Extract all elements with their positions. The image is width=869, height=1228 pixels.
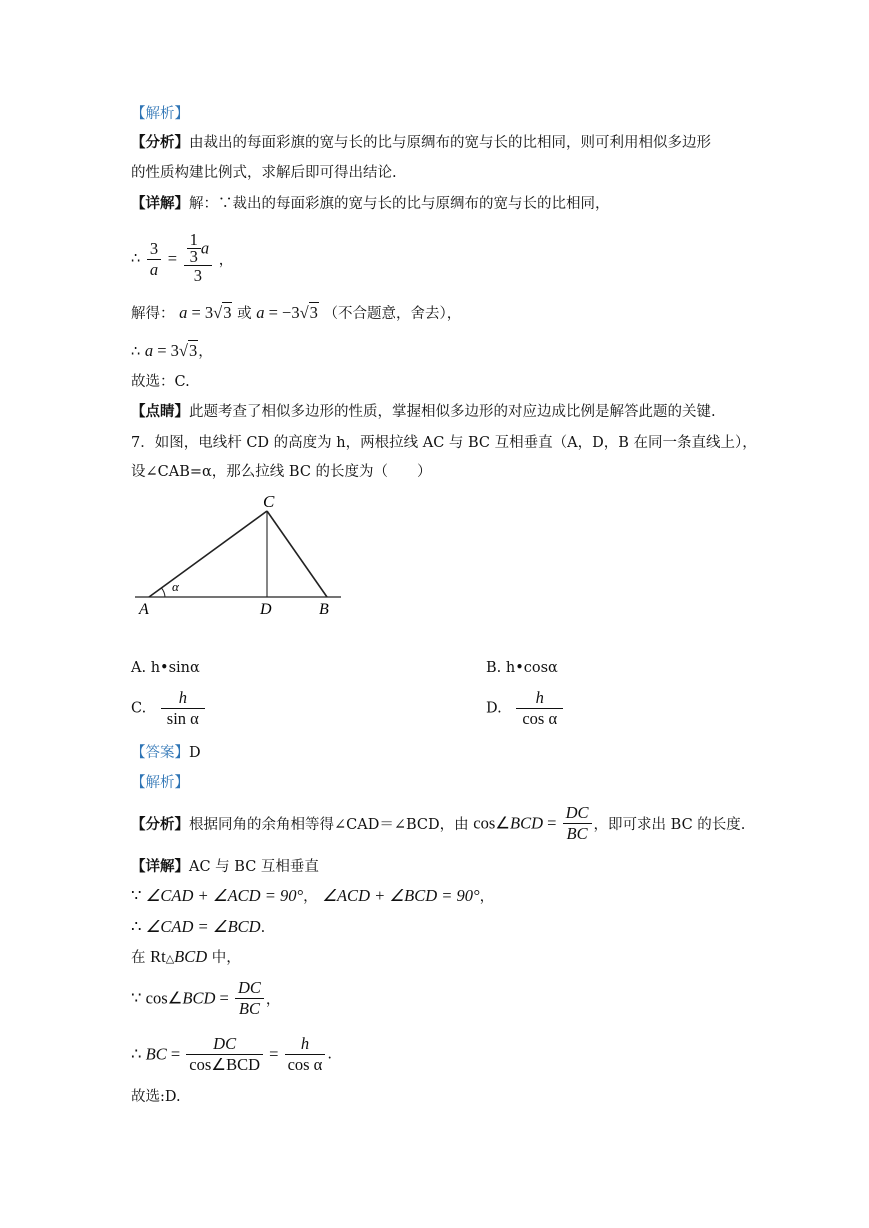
xiangjie-line (131, 194, 610, 214)
equals-sign: = (265, 1044, 283, 1064)
xiangjie-tag: 【详解】 (131, 195, 189, 212)
fraction-one-third (187, 232, 201, 265)
segment-cb (267, 511, 327, 597)
q7-stem-line-2: 设∠CAB=α，那么拉线 BC 的长度为（ ） (131, 464, 432, 480)
fenxi-tag: 【分析】 (131, 134, 189, 151)
frac-numerator: 3 (147, 239, 161, 260)
q7-figure (130, 488, 345, 618)
equation-cad-bcd: ∠CAD = ∠BCD (145, 917, 261, 936)
option-c (131, 688, 207, 729)
zai-word: 在 (131, 950, 151, 966)
daan-value: D (189, 745, 201, 761)
fenxi-line-1 (131, 133, 711, 153)
variable-a: a (144, 341, 154, 360)
frac-numerator: 1 (187, 232, 201, 249)
equation-cad-acd: ∠CAD + ∠ACD = 90° (145, 886, 304, 905)
fraction-dc-over-bc (235, 978, 264, 1019)
fenxi2-line (131, 803, 745, 844)
option-d (486, 688, 565, 729)
comma: ， (198, 344, 213, 360)
equals-three: = 3 (153, 341, 179, 360)
solution-line (131, 303, 461, 324)
frac-denominator: cos α (287, 1055, 323, 1074)
sqrt-sign: √ (213, 303, 223, 322)
therefore-line (131, 917, 265, 938)
option-d-label: D. (486, 700, 502, 717)
rt-label: Rt (150, 947, 166, 966)
bc-result-line (131, 1034, 332, 1075)
equals-sign: = (543, 813, 561, 833)
fraction-3-over-a (147, 239, 161, 280)
frac-compound-numerator (184, 232, 213, 266)
label-d: D (260, 601, 272, 618)
answer-line (131, 743, 201, 763)
therefore-symbol: ∴ (131, 917, 146, 936)
frac-numerator: DC (563, 803, 592, 824)
comma: ， (303, 889, 323, 905)
radicand: 3 (309, 303, 318, 322)
variable-a: a (200, 238, 210, 258)
angle-alpha-arc (162, 588, 166, 597)
therefore-symbol: ∴ (131, 344, 141, 360)
xiangjie-text: AC 与 BC 互相垂直 (189, 859, 319, 875)
therefore-symbol: ∴ (131, 251, 141, 267)
equals-sign: = (166, 1044, 185, 1064)
jiexi-heading-2: 【解析】 (131, 775, 189, 791)
comma: ， (218, 252, 234, 269)
daan-tag: 【答案】 (131, 745, 189, 761)
xiangjie-tag: 【详解】 (131, 858, 189, 875)
angle-bcd: BCD (510, 813, 544, 833)
frac-denominator: sin α (166, 709, 199, 728)
equals-sign: = (215, 988, 233, 1008)
fraction-h-over-cos-alpha (285, 1034, 326, 1075)
fenxi-tag: 【分析】 (131, 816, 189, 833)
frac-numerator: DC (235, 978, 264, 999)
frac-numerator: h (161, 688, 205, 709)
cos-angle: cos∠ (473, 813, 511, 833)
frac-denominator: BC (566, 824, 588, 843)
jiede-label: 解得： (131, 306, 175, 322)
period: . (260, 920, 266, 936)
jiexi-heading-1: 【解析】 (131, 106, 189, 122)
dianjing-tag: 【点睛】 (131, 403, 189, 420)
xiangjie2-line (131, 857, 319, 877)
sqrt-sign: √ (178, 341, 188, 360)
fraction-dc-over-bc (563, 803, 592, 844)
dianjing-text: 此题考查了相似多边形的性质，掌握相似多边形的对应边成比例是解答此题的关键. (189, 404, 716, 420)
fraction-third-a-over-3 (184, 232, 213, 286)
radicand: 3 (188, 341, 198, 360)
zhong-word: 中， (207, 950, 241, 966)
guxuan-line-2: 故选:D. (131, 1089, 181, 1105)
frac-numerator: DC (186, 1034, 263, 1055)
segment-ac (149, 511, 267, 597)
angle-bcd: BCD (182, 988, 216, 1008)
xiangjie-text: 解：∵裁出的每面彩旗的宽与长的比与原绸布的宽与长的比相同， (189, 196, 610, 212)
radicand: 3 (223, 303, 232, 322)
because-line (131, 886, 494, 907)
cos-bcd-line (131, 978, 280, 1019)
guxuan-line-1: 故选：C. (131, 374, 190, 390)
frac-numerator: h (285, 1034, 326, 1055)
variable-bc: BC (145, 1044, 167, 1064)
comma: ， (265, 992, 281, 1008)
because-symbol: ∵ (131, 886, 146, 905)
option-c-fraction (161, 688, 205, 729)
fraction-dc-over-cos-bcd (186, 1034, 263, 1075)
fenxi-line-2: 的性质构建比例式，求解后即可得出结论. (131, 165, 397, 181)
variable-a: a (256, 303, 265, 322)
equation-acd-bcd: ∠ACD + ∠BCD = 90° (322, 886, 480, 905)
option-b: B. h•cosα (486, 660, 558, 676)
fenxi-text-b: ，即可求出 BC 的长度. (593, 817, 746, 833)
proportion-equation (131, 232, 233, 286)
period: . (327, 1046, 332, 1063)
variable-a: a (179, 303, 188, 322)
option-c-label: C. (131, 700, 147, 717)
fenxi-text-a: 由裁出的每面彩旗的宽与长的比与原绸布的宽与长的比相同，则可利用相似多边形 (189, 135, 711, 151)
frac-denominator: BC (238, 999, 260, 1018)
option-d-fraction (516, 688, 563, 729)
or-word: 或 (237, 306, 257, 322)
label-b: B (319, 601, 329, 618)
because-symbol: ∵ (131, 988, 146, 1008)
triangle-bcd: BCD (174, 947, 208, 966)
frac-denominator: 3 (193, 266, 202, 285)
therefore-symbol: ∴ (131, 1044, 146, 1064)
triangle-symbol: △ (165, 952, 175, 965)
reject-note: （不合题意，舍去）， (323, 306, 462, 322)
frac-denominator: a (149, 259, 159, 279)
frac-denominator: cos∠BCD (189, 1055, 260, 1074)
conclusion-line (131, 341, 213, 362)
rt-triangle-line (131, 947, 241, 969)
fenxi-text-a: 根据同角的余角相等得∠CAD＝∠BCD，由 (189, 817, 474, 833)
frac-numerator: h (516, 688, 563, 709)
comma: ， (479, 889, 495, 905)
frac-denominator: 3 (189, 247, 198, 266)
label-c: C (263, 492, 275, 511)
equals-three: = 3 (187, 303, 214, 322)
cos-angle: cos∠ (145, 988, 183, 1008)
label-a: A (139, 601, 149, 618)
q7-stem-line-1: 7．如图，电线杆 CD 的高度为 h，两根拉线 AC 与 BC 互相垂直（A，D，B 在同一条直线上）， (131, 435, 757, 451)
label-alpha: α (172, 579, 179, 594)
frac-denominator: cos α (522, 709, 558, 728)
dianjing-line (131, 402, 716, 422)
equals-sign: = (167, 249, 178, 268)
sqrt-sign: √ (299, 303, 309, 322)
option-a: A. h•sinα (131, 660, 200, 676)
equals-neg-three: = −3 (264, 303, 300, 322)
